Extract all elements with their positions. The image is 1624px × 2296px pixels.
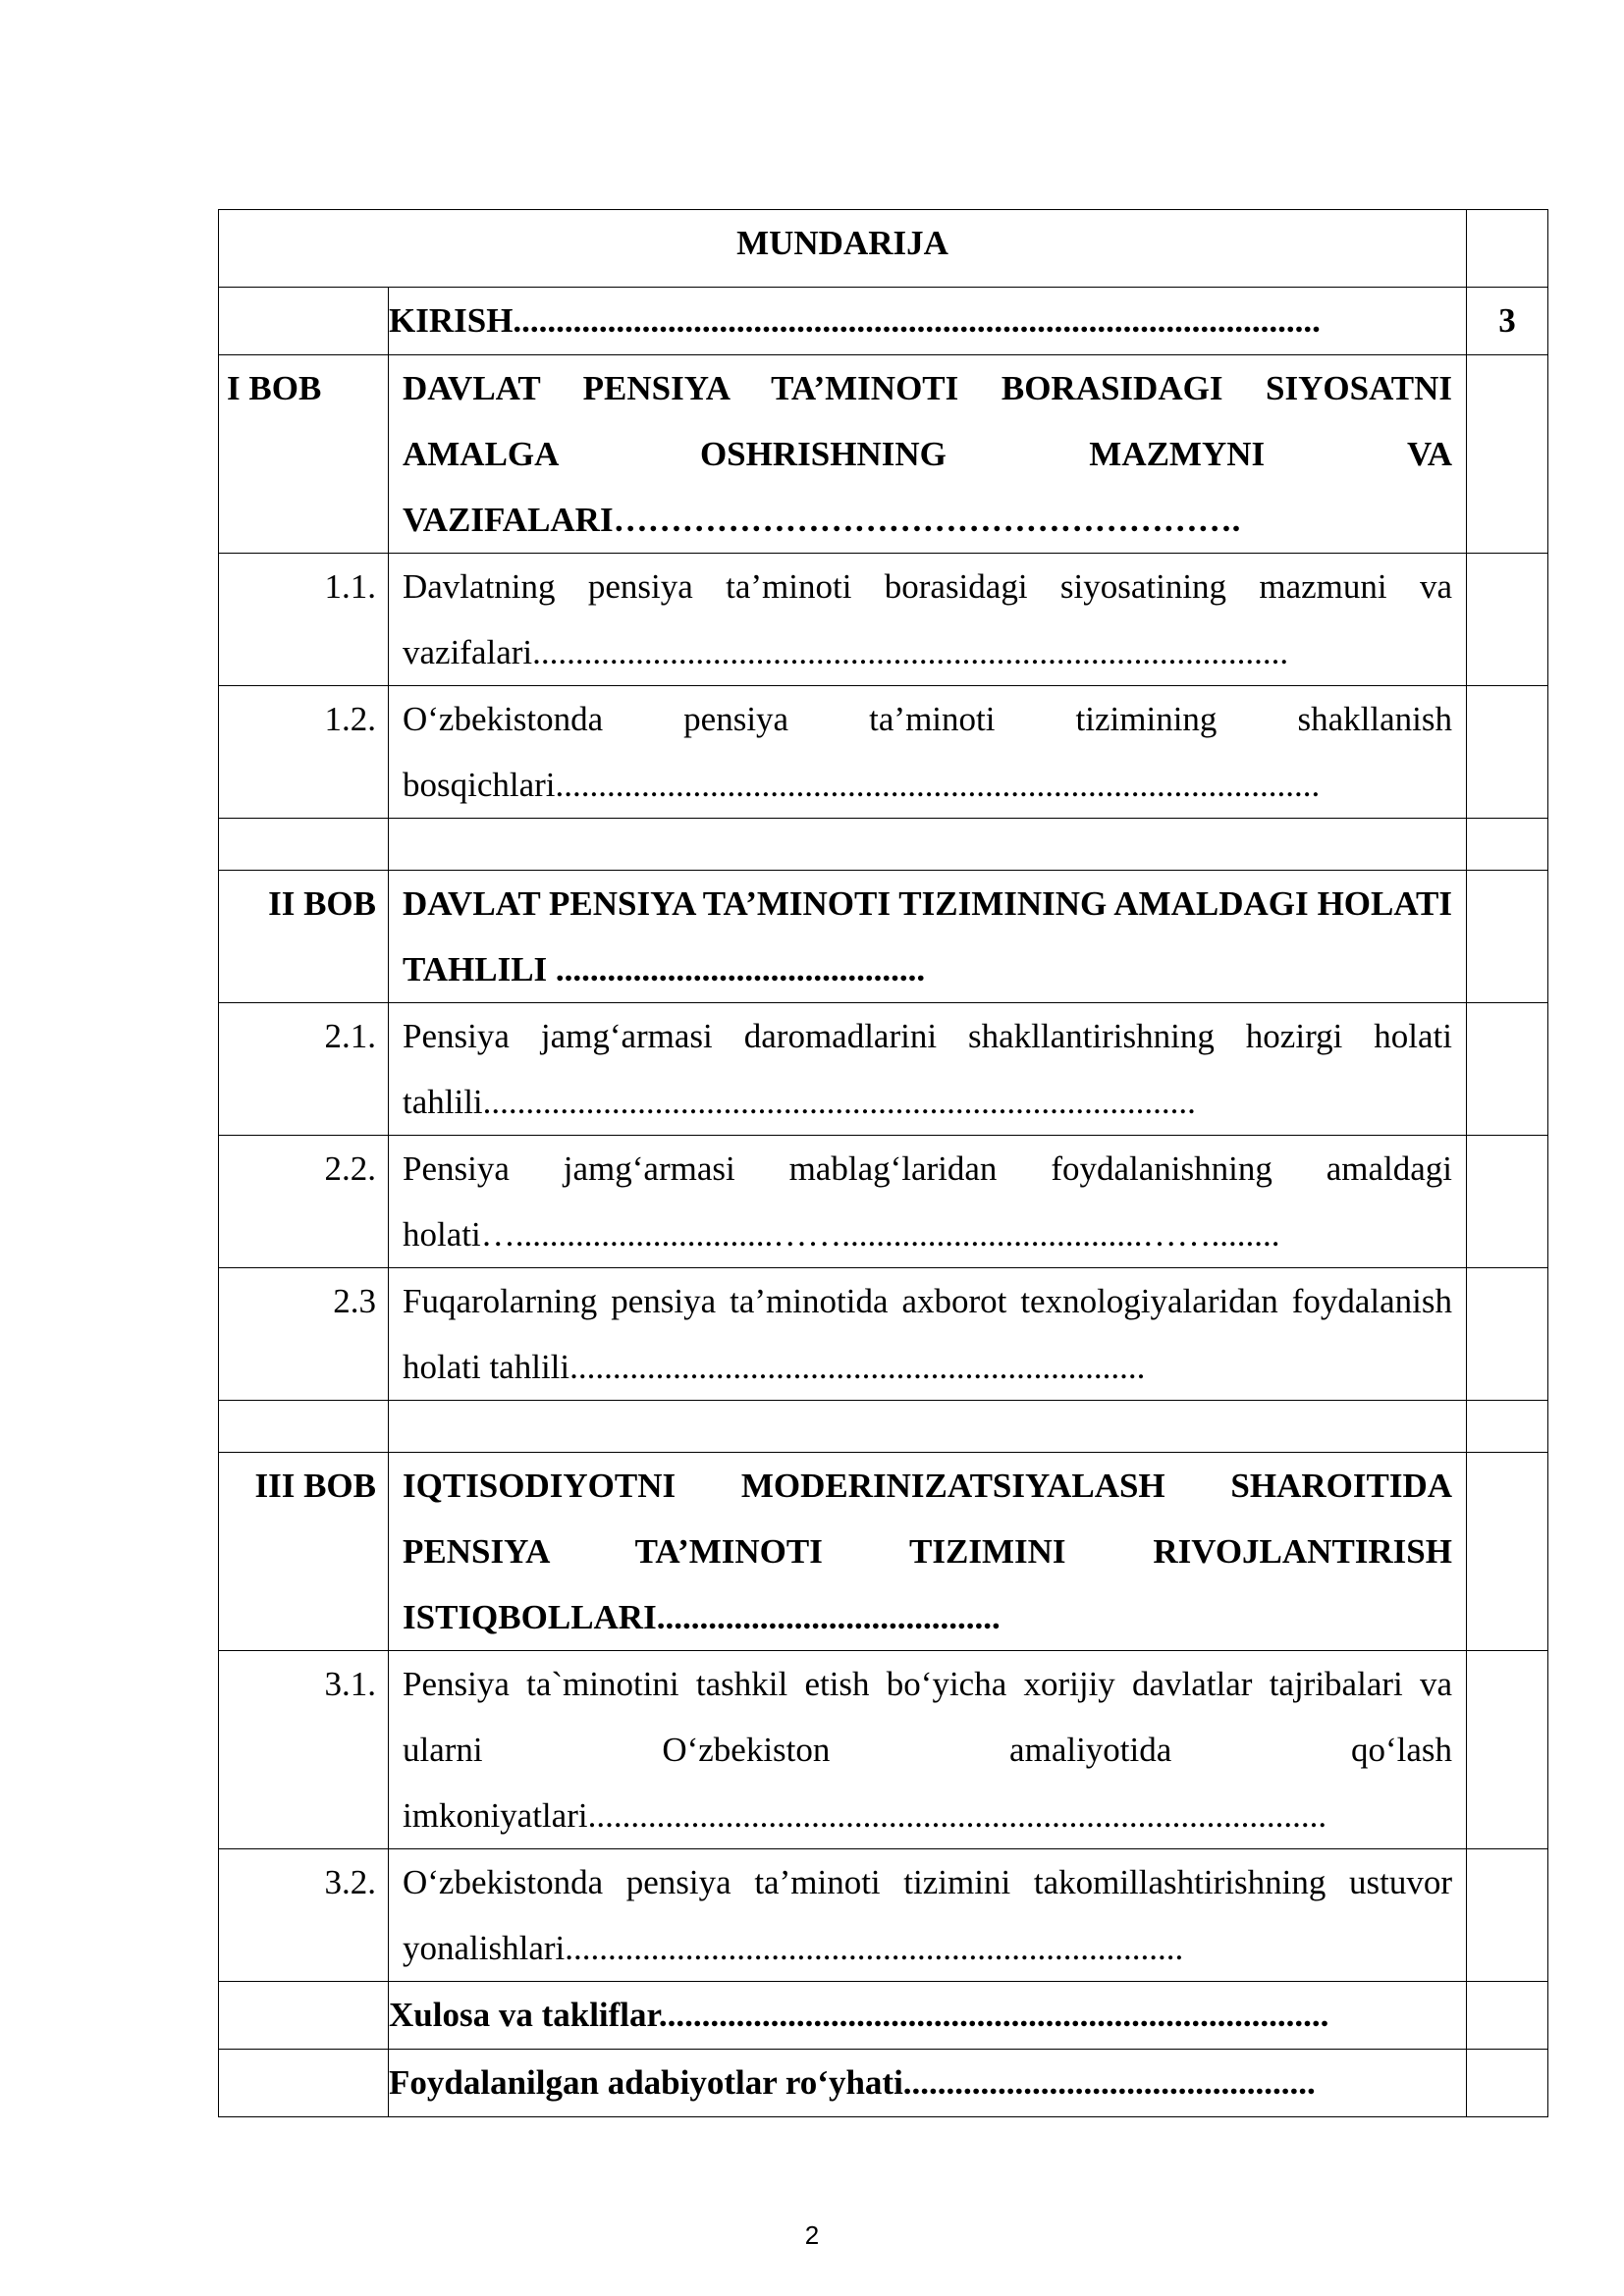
section-number: 2.1.	[219, 1003, 389, 1136]
chapter-title: DAVLAT PENSIYA TA’MINOTI BORASIDAGI SIYOSATNI AMALGA OSHRISHNING MAZMYNI VA VAZIFALARI……………………………………………….	[389, 355, 1467, 554]
toc-page-cell	[1467, 1003, 1548, 1136]
toc-page-cell	[1467, 210, 1548, 288]
toc-page-cell	[1467, 1849, 1548, 1982]
toc-page-cell	[1467, 1651, 1548, 1849]
chapter-title: IQTISODIYOTNI MODERINIZATSIYALASH SHAROITIDA PENSIYA TA’MINOTI TIZIMINI RIVOJLANTIRISH ISTIQBOLLARI........................................	[389, 1453, 1467, 1651]
empty-cell	[219, 819, 389, 871]
toc-num-cell	[219, 2050, 389, 2117]
chapter-title: DAVLAT PENSIYA TA’MINOTI TIZIMINING AMALDAGI HOLATI TAHLILI ...........................................	[389, 871, 1467, 1003]
chapter-number: I BOB	[219, 355, 389, 554]
toc-page-cell	[1467, 686, 1548, 819]
toc-page-cell	[1467, 2050, 1548, 2117]
section-title: Pensiya jamg‘armasi mablag‘laridan foydalanishning amaldagi holati…..............................……...................................……........	[389, 1136, 1467, 1268]
toc-page-cell	[1467, 554, 1548, 686]
section-number: 2.2.	[219, 1136, 389, 1268]
section-number: 2.3	[219, 1268, 389, 1401]
section-title: Fuqarolarning pensiya ta’minotida axborot texnologiyalaridan foydalanish holati tahlili...................................................................	[389, 1268, 1467, 1401]
section-title: O‘zbekistonda pensiya ta’minoti tizimini takomillashtirishning ustuvor yonalishlari........................................................................	[389, 1849, 1467, 1982]
intro-entry: KIRISH..............................................................................................	[389, 288, 1467, 355]
toc-num-cell	[219, 288, 389, 355]
empty-cell	[219, 1401, 389, 1453]
empty-cell	[389, 1401, 1467, 1453]
toc-page-cell	[1467, 1136, 1548, 1268]
toc-page-cell	[1467, 355, 1548, 554]
toc-page-cell	[1467, 1982, 1548, 2050]
section-number: 1.2.	[219, 686, 389, 819]
section-title: Davlatning pensiya ta’minoti borasidagi siyosatining mazmuni va vazifalari........................................................................................	[389, 554, 1467, 686]
empty-cell	[389, 819, 1467, 871]
empty-cell	[1467, 1401, 1548, 1453]
section-number: 1.1.	[219, 554, 389, 686]
section-title: Pensiya jamg‘armasi daromadlarini shakllantirishning hozirgi holati tahlili...................................................................................	[389, 1003, 1467, 1136]
section-number: 3.2.	[219, 1849, 389, 1982]
conclusion-entry: Xulosa va takliflar..............................................................................	[389, 1982, 1467, 2050]
section-number: 3.1.	[219, 1651, 389, 1849]
page-number: 2	[804, 2220, 820, 2250]
toc-page-cell	[1467, 1268, 1548, 1401]
toc-title: MUNDARIJA	[219, 210, 1467, 288]
references-entry: Foydalanilgan adabiyotlar ro‘yhati................................................	[389, 2050, 1467, 2117]
chapter-number: II BOB	[219, 871, 389, 1003]
section-title: O‘zbekistonda pensiya ta’minoti tizimining shakllanish bosqichlari.........................................................................................	[389, 686, 1467, 819]
empty-cell	[1467, 819, 1548, 871]
toc-page-cell	[1467, 1453, 1548, 1651]
intro-page: 3	[1467, 288, 1548, 355]
chapter-number: III BOB	[219, 1453, 389, 1651]
table-of-contents	[218, 209, 1548, 2117]
toc-page-cell	[1467, 871, 1548, 1003]
section-title: Pensiya ta`minotini tashkil etish bo‘yicha xorijiy davlatlar tajribalari va ularni O‘zbekiston amaliyotida qo‘lash imkoniyatlari......................................................................................	[389, 1651, 1467, 1849]
toc-num-cell	[219, 1982, 389, 2050]
